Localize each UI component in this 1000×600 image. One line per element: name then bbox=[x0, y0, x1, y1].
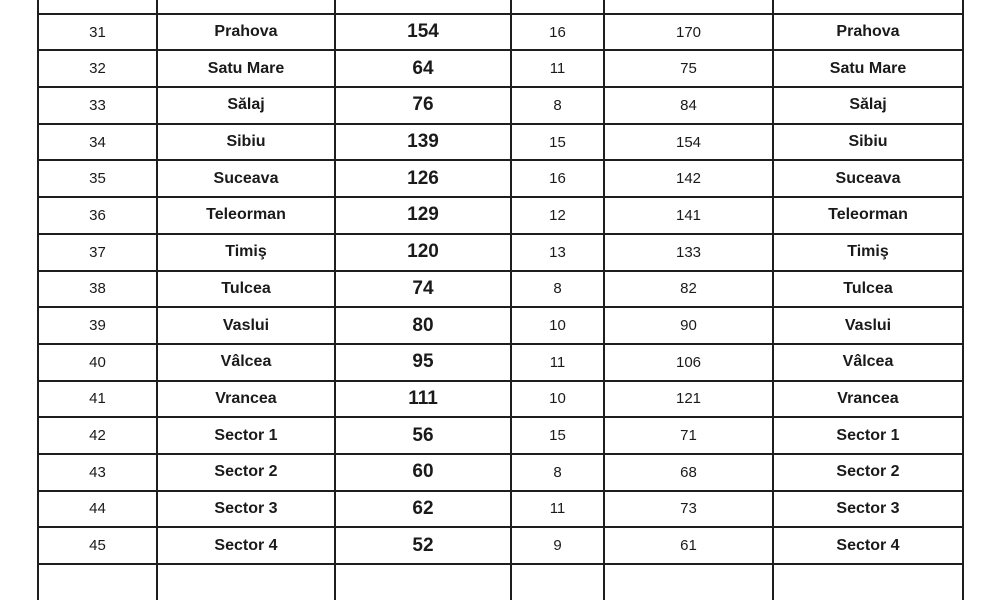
county-name-cell: Satu Mare bbox=[157, 50, 335, 87]
county-name-cell: Sălaj bbox=[157, 87, 335, 124]
county-name-cell: Vrancea bbox=[157, 381, 335, 418]
row-number-cell: 38 bbox=[38, 271, 157, 308]
value-b-cell: 170 bbox=[604, 14, 773, 51]
total-value-cell: 111 bbox=[335, 381, 511, 418]
row-number-cell: 33 bbox=[38, 87, 157, 124]
county-name-repeat-cell: Vâlcea bbox=[773, 344, 963, 381]
county-name-repeat-cell: Sălaj bbox=[773, 87, 963, 124]
table-row bbox=[38, 87, 963, 124]
county-name-repeat-cell: Vrancea bbox=[773, 381, 963, 418]
table-row bbox=[38, 50, 963, 87]
table-row-partial-bottom bbox=[38, 564, 963, 600]
table-row-partial-top bbox=[38, 0, 963, 14]
row-number-cell: 43 bbox=[38, 454, 157, 491]
total-value-cell: 62 bbox=[335, 491, 511, 528]
total-value-cell bbox=[335, 564, 511, 600]
total-value-cell: 139 bbox=[335, 124, 511, 161]
table-row bbox=[38, 271, 963, 308]
total-value-cell: 129 bbox=[335, 197, 511, 234]
county-name-repeat-cell: Sector 3 bbox=[773, 491, 963, 528]
county-name-repeat-cell bbox=[773, 0, 963, 14]
total-value-cell: 76 bbox=[335, 87, 511, 124]
county-name-cell bbox=[157, 0, 335, 14]
value-b-cell: 142 bbox=[604, 160, 773, 197]
county-name-cell: Sibiu bbox=[157, 124, 335, 161]
county-name-cell: Sector 2 bbox=[157, 454, 335, 491]
county-name-cell: Sector 3 bbox=[157, 491, 335, 528]
value-b-cell: 154 bbox=[604, 124, 773, 161]
table-row bbox=[38, 197, 963, 234]
value-a-cell: 16 bbox=[511, 160, 604, 197]
value-b-cell: 141 bbox=[604, 197, 773, 234]
county-name-cell: Suceava bbox=[157, 160, 335, 197]
county-name-repeat-cell: Sector 1 bbox=[773, 417, 963, 454]
total-value-cell: 74 bbox=[335, 271, 511, 308]
total-value-cell: 95 bbox=[335, 344, 511, 381]
row-number-cell: 41 bbox=[38, 381, 157, 418]
row-number-cell: 36 bbox=[38, 197, 157, 234]
value-b-cell: 106 bbox=[604, 344, 773, 381]
value-a-cell: 15 bbox=[511, 417, 604, 454]
county-name-repeat-cell: Tulcea bbox=[773, 271, 963, 308]
total-value-cell: 60 bbox=[335, 454, 511, 491]
total-value-cell: 64 bbox=[335, 50, 511, 87]
table-row bbox=[38, 417, 963, 454]
total-value-cell: 56 bbox=[335, 417, 511, 454]
row-number-cell: 34 bbox=[38, 124, 157, 161]
total-value-cell: 52 bbox=[335, 527, 511, 564]
county-name-repeat-cell: Teleorman bbox=[773, 197, 963, 234]
value-a-cell: 8 bbox=[511, 87, 604, 124]
table-row bbox=[38, 124, 963, 161]
county-table bbox=[37, 0, 964, 600]
value-a-cell: 8 bbox=[511, 454, 604, 491]
value-a-cell: 11 bbox=[511, 344, 604, 381]
total-value-cell: 126 bbox=[335, 160, 511, 197]
table-row bbox=[38, 491, 963, 528]
county-name-cell: Vaslui bbox=[157, 307, 335, 344]
county-name-repeat-cell: Sector 2 bbox=[773, 454, 963, 491]
total-value-cell bbox=[335, 0, 511, 14]
value-b-cell: 82 bbox=[604, 271, 773, 308]
value-b-cell: 133 bbox=[604, 234, 773, 271]
county-name-repeat-cell: Suceava bbox=[773, 160, 963, 197]
total-value-cell: 120 bbox=[335, 234, 511, 271]
county-name-cell: Sector 4 bbox=[157, 527, 335, 564]
row-number-cell: 44 bbox=[38, 491, 157, 528]
table-row bbox=[38, 160, 963, 197]
table-row bbox=[38, 344, 963, 381]
value-b-cell: 121 bbox=[604, 381, 773, 418]
row-number-cell: 39 bbox=[38, 307, 157, 344]
county-name-repeat-cell: Sibiu bbox=[773, 124, 963, 161]
total-value-cell: 154 bbox=[335, 14, 511, 51]
value-b-cell bbox=[604, 0, 773, 14]
row-number-cell: 37 bbox=[38, 234, 157, 271]
value-a-cell: 16 bbox=[511, 14, 604, 51]
value-a-cell: 10 bbox=[511, 381, 604, 418]
county-name-cell: Timiş bbox=[157, 234, 335, 271]
value-a-cell: 15 bbox=[511, 124, 604, 161]
value-b-cell: 68 bbox=[604, 454, 773, 491]
county-name-repeat-cell: Sector 4 bbox=[773, 527, 963, 564]
county-name-cell: Teleorman bbox=[157, 197, 335, 234]
county-name-cell: Sector 1 bbox=[157, 417, 335, 454]
value-a-cell: 9 bbox=[511, 527, 604, 564]
table-body bbox=[38, 0, 963, 600]
value-b-cell: 73 bbox=[604, 491, 773, 528]
value-b-cell: 75 bbox=[604, 50, 773, 87]
table-row bbox=[38, 454, 963, 491]
row-number-cell bbox=[38, 0, 157, 14]
value-b-cell: 90 bbox=[604, 307, 773, 344]
value-b-cell: 84 bbox=[604, 87, 773, 124]
row-number-cell: 42 bbox=[38, 417, 157, 454]
row-number-cell: 32 bbox=[38, 50, 157, 87]
table-row bbox=[38, 14, 963, 51]
county-name-cell: Prahova bbox=[157, 14, 335, 51]
row-number-cell: 45 bbox=[38, 527, 157, 564]
table-row bbox=[38, 527, 963, 564]
table-row bbox=[38, 307, 963, 344]
county-name-repeat-cell: Satu Mare bbox=[773, 50, 963, 87]
county-name-cell: Tulcea bbox=[157, 271, 335, 308]
county-name-repeat-cell: Prahova bbox=[773, 14, 963, 51]
value-a-cell bbox=[511, 0, 604, 14]
value-a-cell: 12 bbox=[511, 197, 604, 234]
row-number-cell: 35 bbox=[38, 160, 157, 197]
row-number-cell: 40 bbox=[38, 344, 157, 381]
county-name-cell: Vâlcea bbox=[157, 344, 335, 381]
value-a-cell: 13 bbox=[511, 234, 604, 271]
value-a-cell: 8 bbox=[511, 271, 604, 308]
table-row bbox=[38, 234, 963, 271]
value-b-cell: 71 bbox=[604, 417, 773, 454]
value-a-cell: 10 bbox=[511, 307, 604, 344]
value-a-cell bbox=[511, 564, 604, 600]
value-b-cell: 61 bbox=[604, 527, 773, 564]
table-row bbox=[38, 381, 963, 418]
value-b-cell bbox=[604, 564, 773, 600]
row-number-cell: 31 bbox=[38, 14, 157, 51]
county-name-repeat-cell: Timiş bbox=[773, 234, 963, 271]
row-number-cell bbox=[38, 564, 157, 600]
value-a-cell: 11 bbox=[511, 50, 604, 87]
county-name-repeat-cell: Vaslui bbox=[773, 307, 963, 344]
county-name-cell bbox=[157, 564, 335, 600]
county-name-repeat-cell bbox=[773, 564, 963, 600]
value-a-cell: 11 bbox=[511, 491, 604, 528]
total-value-cell: 80 bbox=[335, 307, 511, 344]
